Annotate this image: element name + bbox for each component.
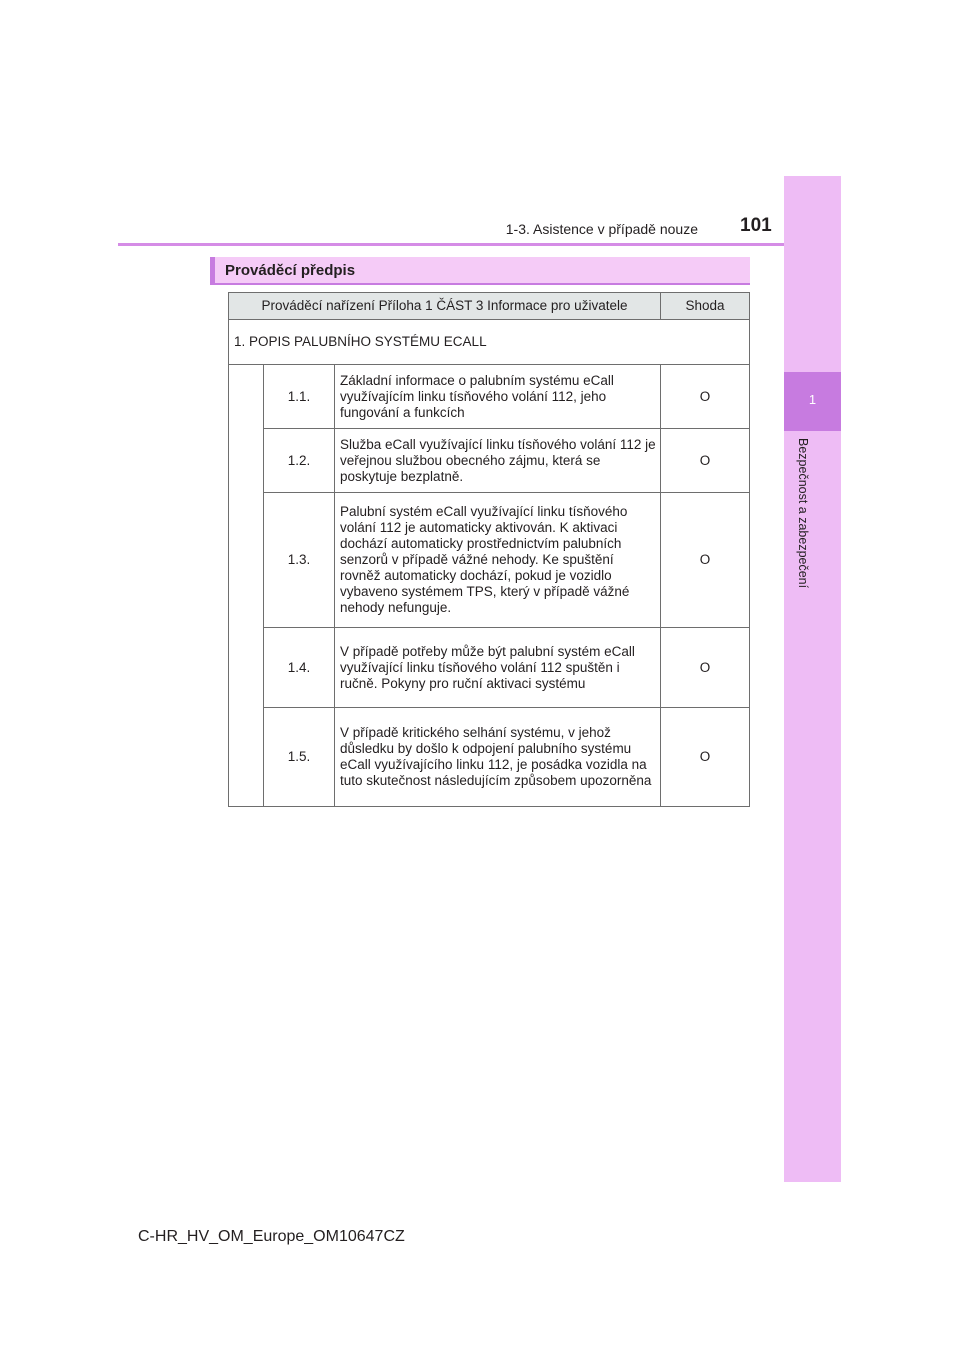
row-text: Základní informace o palubním systému eCall využívajícím linku tísňového volání 112, jeho fungování a funkcích [335, 365, 661, 429]
section-row-label: 1. POPIS PALUBNÍHO SYSTÉMU ECALL [229, 320, 750, 365]
table-row [229, 429, 750, 493]
row-number: 1.3. [264, 493, 335, 628]
table-header-main: Prováděcí nařízení Příloha 1 ČÁST 3 Informace pro uživatele [229, 293, 661, 320]
side-chapter-title: Bezpečnost a zabezpečení [796, 438, 810, 589]
section-heading-accent [210, 257, 215, 283]
table-section-row [229, 320, 750, 365]
section-title: Prováděcí předpis [225, 262, 356, 279]
row-number: 1.5. [264, 708, 335, 807]
row-number: 1.4. [264, 628, 335, 708]
side-tab-strip [784, 176, 841, 1182]
requirements-table [228, 292, 750, 807]
header-rule [118, 243, 841, 246]
page-number: 101 [740, 215, 772, 236]
section-heading-bar [210, 257, 750, 285]
table-header-row [229, 293, 750, 320]
side-chapter-box [784, 372, 841, 431]
table-row [229, 493, 750, 628]
row-match: O [661, 708, 750, 807]
row-match: O [661, 628, 750, 708]
row-match: O [661, 365, 750, 429]
row-text: Palubní systém eCall využívající linku tísňového volání 112 je automaticky aktivován. K aktivaci dochází automaticky prostřednictvím palubních senzorů v případě vážné nehody. Ke spuštění rovněž automaticky dochází, pokud je vozidlo vybaveno systémem TPS, který v případě vážné nehody nefunguje. [335, 493, 661, 628]
row-text: V případě kritického selhání systému, v jehož důsledku by došlo k odpojení palubního systému eCall využívajícího linku 112, je posádka vozidla na tuto skutečnost následujícím způsobem upozorněna [335, 708, 661, 807]
header-section-title: 1-3. Asistence v případě nouze [505, 221, 698, 237]
row-number: 1.2. [264, 429, 335, 493]
side-chapter-number: 1 [808, 392, 817, 407]
table-row [229, 708, 750, 807]
table-header-match: Shoda [661, 293, 750, 320]
row-text: V případě potřeby může být palubní systém eCall využívající linku tísňového volání 112 spuštěn i ručně. Pokyny pro ruční aktivaci systému [335, 628, 661, 708]
row-number: 1.1. [264, 365, 335, 429]
row-match: O [661, 493, 750, 628]
indent-cell [229, 365, 264, 807]
table-row [229, 628, 750, 708]
row-match: O [661, 429, 750, 493]
table-row [229, 365, 750, 429]
row-text: Služba eCall využívající linku tísňového volání 112 je veřejnou službou obecného zájmu, která se poskytuje bezplatně. [335, 429, 661, 493]
footer-document-code: C-HR_HV_OM_Europe_OM10647CZ [138, 1228, 405, 1245]
